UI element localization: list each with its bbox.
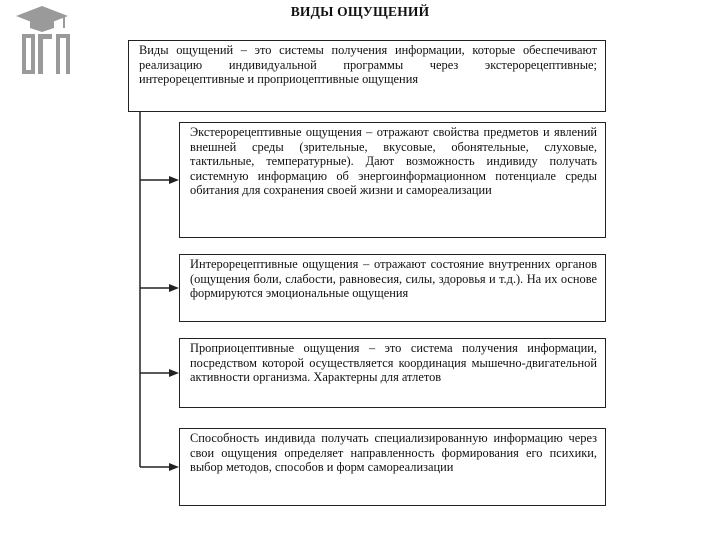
arrow-head-4 xyxy=(169,463,179,471)
definition-box: Виды ощущений – это системы получения информации, которые обеспечивают реализацию индивидуальной программы через экстерорецептивные; интерорецептивные и проприоцептивные ощущения xyxy=(128,40,606,112)
interoceptive-box: Интерорецептивные ощущения – отражают состояние внутренних органов (ощущения боли, слабости, равновесия, силы, здоровья и т.д.). На их основе формируются эмоциональные ощущения xyxy=(179,254,606,322)
arrow-head-3 xyxy=(169,369,179,377)
page-title: ВИДЫ ОЩУЩЕНИЙ xyxy=(290,4,430,19)
ability-box: Способность индивида получать специализированную информацию через свои ощущения определяет направленность формирования его психики, выбор методов, способов и форм самореализации xyxy=(179,428,606,506)
arrow-head-1 xyxy=(169,176,179,184)
exteroceptive-box: Экстерорецептивные ощущения – отражают свойства предметов и явлений внешней среды (зрительные, вкусовые, обонятельные, слуховые, тактильные, температурные). Дают возможность индивиду получать системную информацию об энергоинформационном потенциале среды обитания для сохранения своей жизни и самореализации xyxy=(179,122,606,238)
proprioceptive-box: Проприоцептивные ощущения – это система получения информации, посредством которой осуществляется координация мышечно-двигательной активности организма. Характерны для атлетов xyxy=(179,338,606,408)
arrow-head-2 xyxy=(169,284,179,292)
